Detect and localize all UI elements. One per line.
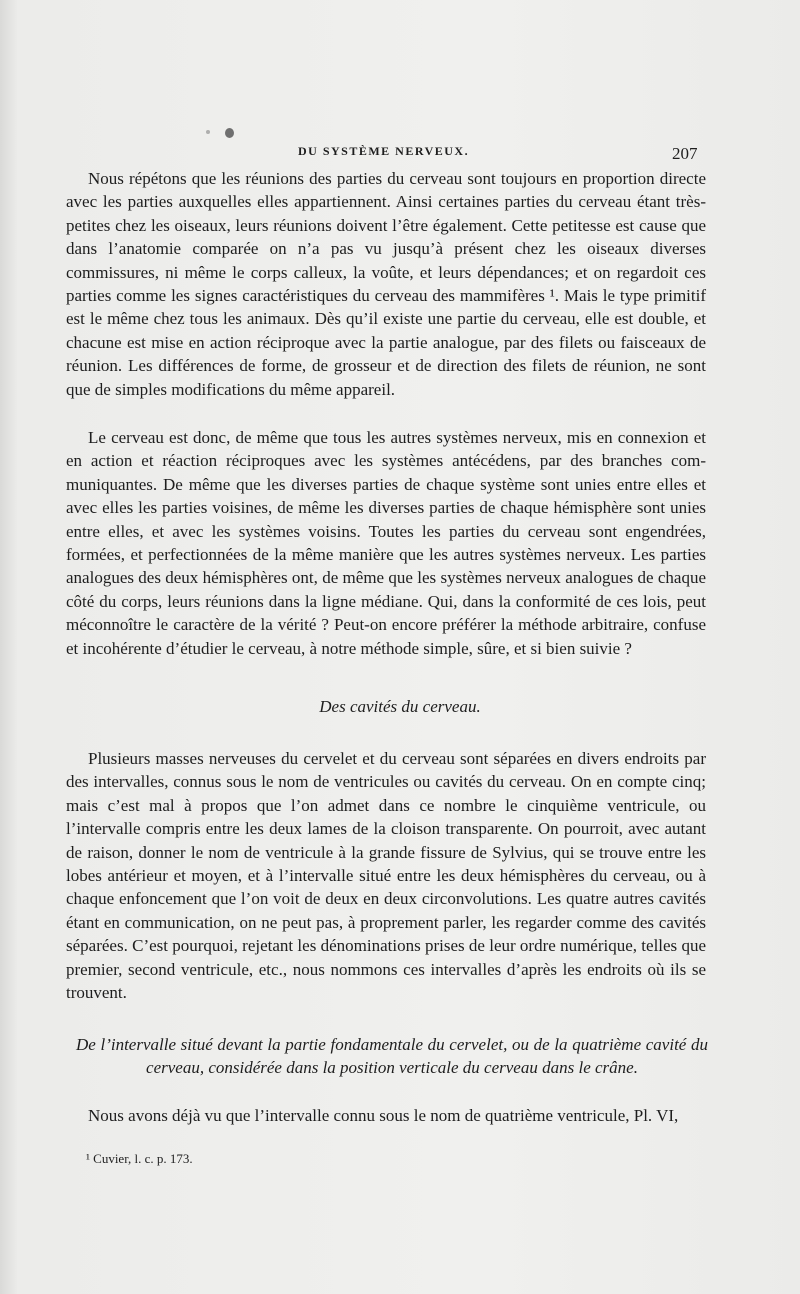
paragraph-block xyxy=(66,747,706,1004)
body-paragraph-4: Nous avons déjà vu que l’intervalle connu sous le nom de quatrième ventricule, Pl. VI, xyxy=(88,1106,679,1125)
subsection-heading: De l’intervalle situé devant la partie fondamentale du cervelet, ou de la quatrième cavité du cerveau, considérée dans la position verticale du cerveau dans le crâne. xyxy=(76,1035,708,1077)
footnote: ¹ Cuvier, l. c. p. 173. xyxy=(86,1151,193,1166)
paragraph-block xyxy=(66,167,706,401)
ink-spot-decoration xyxy=(206,130,210,134)
page-number: 207 xyxy=(672,144,698,163)
running-title: DU SYSTÈME NERVEUX. xyxy=(298,144,470,158)
paragraph-block xyxy=(66,1104,706,1127)
section-heading: Des cavités du cerveau. xyxy=(319,697,481,716)
page-header xyxy=(0,144,800,164)
body-paragraph-3: Plusieurs masses nerveuses du cervelet et du cerveau sont séparées en divers endroits par des intervalles, connus sous le nom de ventricules ou cavités du cerveau. On en compte cinq; mais c’est mal à propos que l’on admet dans ce nombre le cinquième ventricule, ou l’intervalle compris entre les deux lames de la cloison transparente. On pourroit, avec autant de raison, donner le nom de ventricule à la grande fissure de Sylvius, qui se trouve entre les lobes antérieur et moyen, et à l’intervalle situé entre les deux hémisphères du cerveau, ou à chaque enfoncement que l’on voit de deux en deux circonvolutions. Les quatre autres cavités étant en communication, on ne peut pas, à proprement parler, les regarder comme des cavités séparées. C’est pourquoi, rejetant les dénominations prises de leur ordre numérique, telles que premier, second ventricule, etc., nous nommons ces intervalles d’après les endroits où ils se trouvent. xyxy=(66,749,706,1003)
paragraph-block xyxy=(66,426,706,660)
ink-spot-decoration xyxy=(225,128,234,138)
body-paragraph-2: Le cerveau est donc, de même que tous les autres systèmes nerveux, mis en connexion et en action et réaction réciproques avec les systèmes antécédens, par des branches communiquantes. De même que les diverses parties de chaque système sont unies entre elles et avec elles les parties voisines, de même les diverses parties de chaque hémisphère sont unies entre elles, et avec les systèmes voisins. Toutes les parties du cerveau sont engendrées, formées, et perfectionnées de la même manière que les autres systèmes nerveux. Les parties analogues des deux hémisphères ont, de même que les systèmes nerveux analogues de chaque côté du corps, leurs réunions dans la ligne médiane. Qui, dans la conformité de ces lois, peut méconnoître le caractère de la vérité ? Peut-on encore préférer la méthode arbitraire, confuse et incohérente d’étudier le cerveau, à notre méthode simple, sûre, et si bien suivie ? xyxy=(66,428,706,658)
body-paragraph-1: Nous répétons que les réunions des parties du cerveau sont toujours en proportion directe avec les parties auxquelles elles appartiennent. Ainsi certaines parties du cerveau étant très-petites chez les oiseaux, leurs réunions doivent l’être également. Cette petitesse est cause que dans l’anatomie comparée on n’a pas vu jusqu’à présent chez les oiseaux diverses commissures, ni même le corps calleux, la voûte, et leurs dépendances; et on regardoit ces parties comme les signes caractéristiques du cerveau des mammifères ¹. Mais le type primitif est le même chez tous les animaux. Dès qu’il existe une partie du cerveau, elle est double, et chacune est mise en action réciproque avec la partie analogue, par des filets ou faisceaux de réunion. Les différences de forme, de grosseur et de direction des filets de réunion, ne sont que de simples modifications du même appareil. xyxy=(66,169,706,399)
